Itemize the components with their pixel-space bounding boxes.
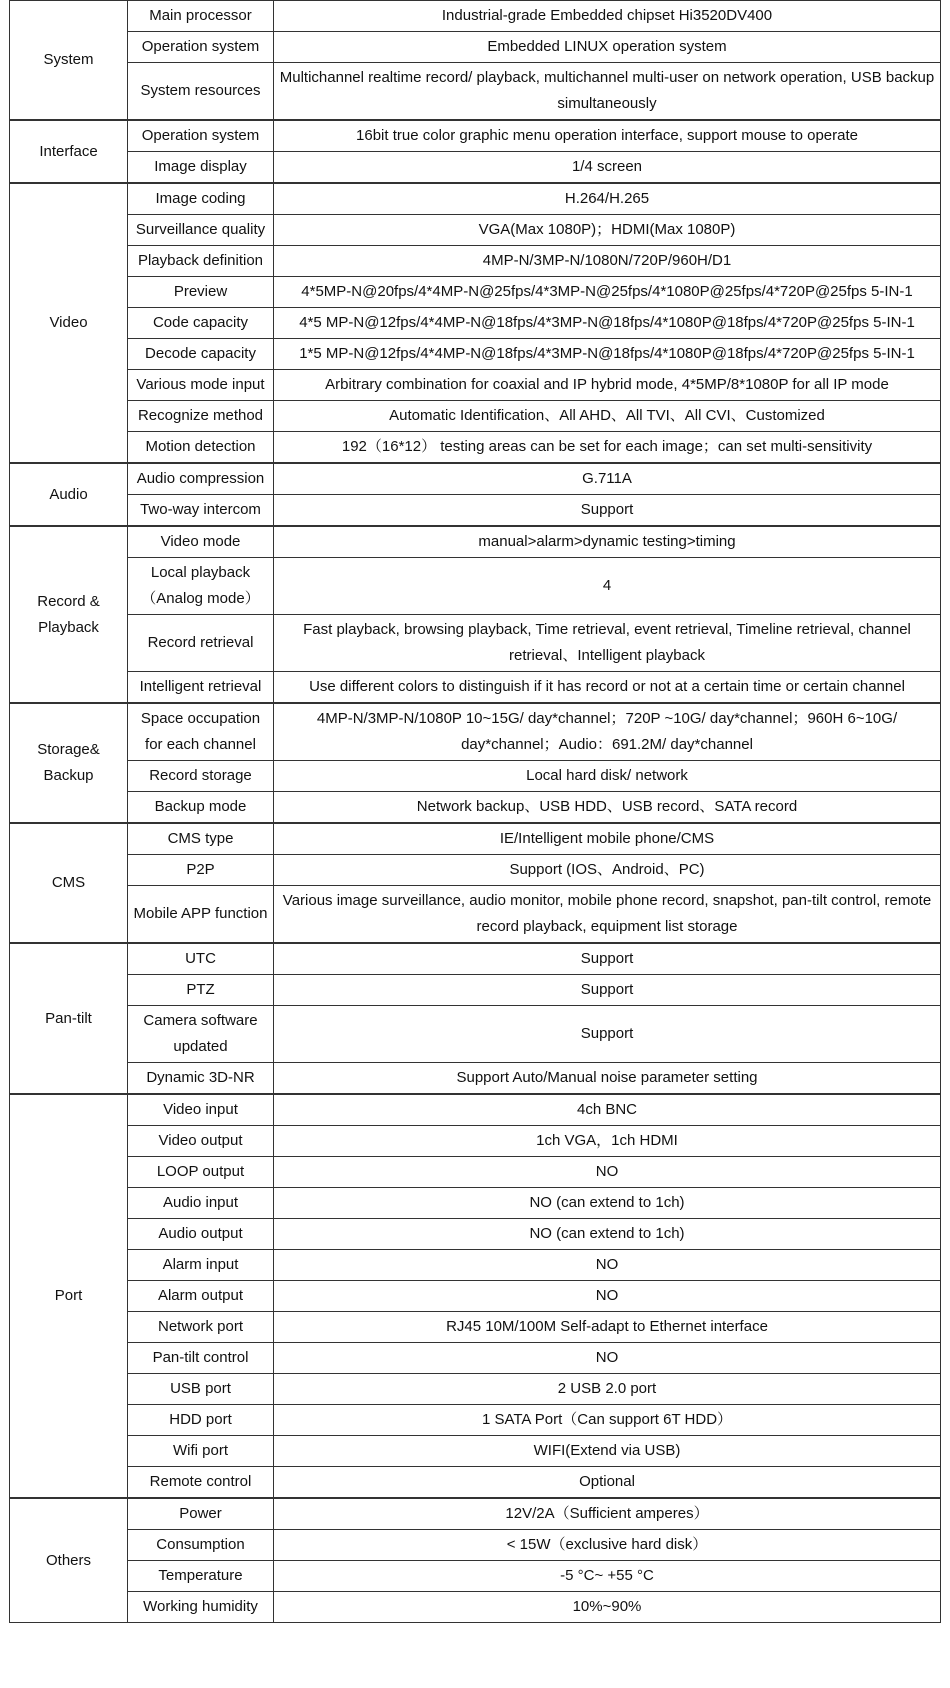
spec-row bbox=[10, 823, 941, 855]
group-label: Interface bbox=[10, 120, 128, 183]
spec-row bbox=[10, 432, 941, 464]
spec-label: Camera software updated bbox=[128, 1006, 274, 1063]
spec-row bbox=[10, 495, 941, 527]
spec-label: USB port bbox=[128, 1374, 274, 1405]
spec-label: Main processor bbox=[128, 1, 274, 32]
spec-value: Support bbox=[274, 1006, 941, 1063]
spec-row bbox=[10, 761, 941, 792]
group-label: Storage& Backup bbox=[10, 703, 128, 823]
spec-label: Various mode input bbox=[128, 370, 274, 401]
spec-row bbox=[10, 1094, 941, 1126]
spec-row bbox=[10, 1374, 941, 1405]
spec-row bbox=[10, 703, 941, 761]
spec-row bbox=[10, 401, 941, 432]
spec-value: 4*5 MP-N@12fps/4*4MP-N@18fps/4*3MP-N@18fps/4*1080P@18fps/4*720P@25fps 5-IN-1 bbox=[274, 308, 941, 339]
spec-sheet bbox=[9, 0, 940, 1623]
spec-row bbox=[10, 975, 941, 1006]
spec-label: Dynamic 3D-NR bbox=[128, 1063, 274, 1095]
spec-value: Arbitrary combination for coaxial and IP hybrid mode, 4*5MP/8*1080P for all IP mode bbox=[274, 370, 941, 401]
group-label: Audio bbox=[10, 463, 128, 526]
spec-value: -5 °C~ +55 °C bbox=[274, 1561, 941, 1592]
spec-row bbox=[10, 943, 941, 975]
spec-label: Wifi port bbox=[128, 1436, 274, 1467]
spec-value: 10%~90% bbox=[274, 1592, 941, 1623]
spec-value: Various image surveillance, audio monitor, mobile phone record, snapshot, pan-tilt control, remote record playback, equipment list storage bbox=[274, 886, 941, 944]
spec-value: RJ45 10M/100M Self-adapt to Ethernet interface bbox=[274, 1312, 941, 1343]
spec-row bbox=[10, 1343, 941, 1374]
spec-row bbox=[10, 672, 941, 704]
spec-row bbox=[10, 246, 941, 277]
group-label: Port bbox=[10, 1094, 128, 1498]
spec-label: Mobile APP function bbox=[128, 886, 274, 944]
spec-value: manual>alarm>dynamic testing>timing bbox=[274, 526, 941, 558]
spec-row bbox=[10, 63, 941, 121]
spec-row bbox=[10, 1281, 941, 1312]
spec-label: Pan-tilt control bbox=[128, 1343, 274, 1374]
spec-value: 1/4 screen bbox=[274, 152, 941, 184]
spec-row bbox=[10, 32, 941, 63]
spec-value: NO bbox=[274, 1343, 941, 1374]
spec-row bbox=[10, 792, 941, 824]
spec-row bbox=[10, 1063, 941, 1095]
spec-row bbox=[10, 886, 941, 944]
spec-label: Backup mode bbox=[128, 792, 274, 824]
spec-row bbox=[10, 855, 941, 886]
spec-label: Playback definition bbox=[128, 246, 274, 277]
spec-value: NO (can extend to 1ch) bbox=[274, 1188, 941, 1219]
spec-label: Video output bbox=[128, 1126, 274, 1157]
spec-label: Motion detection bbox=[128, 432, 274, 464]
spec-value: Optional bbox=[274, 1467, 941, 1499]
spec-label: Video mode bbox=[128, 526, 274, 558]
group-label: CMS bbox=[10, 823, 128, 943]
spec-value: G.711A bbox=[274, 463, 941, 495]
spec-value: Industrial-grade Embedded chipset Hi3520DV400 bbox=[274, 1, 941, 32]
spec-value: 4 bbox=[274, 558, 941, 615]
spec-value: Fast playback, browsing playback, Time retrieval, event retrieval, Timeline retrieval, channel retrieval、Intelligent playback bbox=[274, 615, 941, 672]
spec-label: Record storage bbox=[128, 761, 274, 792]
spec-label: Network port bbox=[128, 1312, 274, 1343]
spec-value: 12V/2A（Sufficient amperes） bbox=[274, 1498, 941, 1530]
spec-table bbox=[9, 0, 941, 1623]
spec-value: H.264/H.265 bbox=[274, 183, 941, 215]
spec-value: NO bbox=[274, 1250, 941, 1281]
spec-value: Support bbox=[274, 975, 941, 1006]
spec-value: NO bbox=[274, 1157, 941, 1188]
spec-value: Local hard disk/ network bbox=[274, 761, 941, 792]
spec-value: Multichannel realtime record/ playback, multichannel multi-user on network operation, USB backup simultaneously bbox=[274, 63, 941, 121]
spec-row bbox=[10, 1126, 941, 1157]
spec-label: HDD port bbox=[128, 1405, 274, 1436]
spec-label: Record retrieval bbox=[128, 615, 274, 672]
spec-row bbox=[10, 1219, 941, 1250]
spec-row bbox=[10, 463, 941, 495]
spec-label: Image display bbox=[128, 152, 274, 184]
spec-label: Operation system bbox=[128, 120, 274, 152]
spec-label: Video input bbox=[128, 1094, 274, 1126]
spec-value: Support bbox=[274, 943, 941, 975]
spec-value: 16bit true color graphic menu operation interface, support mouse to operate bbox=[274, 120, 941, 152]
spec-label: Image coding bbox=[128, 183, 274, 215]
spec-row bbox=[10, 183, 941, 215]
spec-row bbox=[10, 1312, 941, 1343]
spec-row bbox=[10, 1, 941, 32]
spec-value: 1 SATA Port（Can support 6T HDD） bbox=[274, 1405, 941, 1436]
spec-value: < 15W（exclusive hard disk） bbox=[274, 1530, 941, 1561]
spec-label: CMS type bbox=[128, 823, 274, 855]
spec-label: Local playback （Analog mode） bbox=[128, 558, 274, 615]
spec-table-body bbox=[10, 1, 941, 1623]
spec-label: Consumption bbox=[128, 1530, 274, 1561]
spec-row bbox=[10, 120, 941, 152]
spec-label: Surveillance quality bbox=[128, 215, 274, 246]
spec-value: 4MP-N/3MP-N/1080N/720P/960H/D1 bbox=[274, 246, 941, 277]
spec-row bbox=[10, 339, 941, 370]
spec-row bbox=[10, 1467, 941, 1499]
group-label: System bbox=[10, 1, 128, 121]
group-label: Record & Playback bbox=[10, 526, 128, 703]
spec-value: Embedded LINUX operation system bbox=[274, 32, 941, 63]
spec-value: 4*5MP-N@20fps/4*4MP-N@25fps/4*3MP-N@25fps/4*1080P@25fps/4*720P@25fps 5-IN-1 bbox=[274, 277, 941, 308]
spec-label: Preview bbox=[128, 277, 274, 308]
spec-row bbox=[10, 1561, 941, 1592]
spec-label: Alarm output bbox=[128, 1281, 274, 1312]
spec-label: Code capacity bbox=[128, 308, 274, 339]
spec-value: IE/Intelligent mobile phone/CMS bbox=[274, 823, 941, 855]
spec-label: LOOP output bbox=[128, 1157, 274, 1188]
group-label: Video bbox=[10, 183, 128, 463]
spec-label: System resources bbox=[128, 63, 274, 121]
spec-row bbox=[10, 615, 941, 672]
spec-label: Two-way intercom bbox=[128, 495, 274, 527]
spec-row bbox=[10, 1250, 941, 1281]
spec-label: Alarm input bbox=[128, 1250, 274, 1281]
spec-label: Operation system bbox=[128, 32, 274, 63]
spec-row bbox=[10, 1006, 941, 1063]
spec-row bbox=[10, 558, 941, 615]
spec-row bbox=[10, 308, 941, 339]
spec-value: Support bbox=[274, 495, 941, 527]
spec-row bbox=[10, 526, 941, 558]
spec-value: 192（16*12） testing areas can be set for each image；can set multi-sensitivity bbox=[274, 432, 941, 464]
spec-value: 4ch BNC bbox=[274, 1094, 941, 1126]
spec-row bbox=[10, 1530, 941, 1561]
spec-label: Audio input bbox=[128, 1188, 274, 1219]
spec-label: UTC bbox=[128, 943, 274, 975]
spec-row bbox=[10, 152, 941, 184]
spec-value: WIFI(Extend via USB) bbox=[274, 1436, 941, 1467]
spec-label: Audio compression bbox=[128, 463, 274, 495]
spec-label: Temperature bbox=[128, 1561, 274, 1592]
spec-row bbox=[10, 1592, 941, 1623]
spec-row bbox=[10, 370, 941, 401]
spec-label: Intelligent retrieval bbox=[128, 672, 274, 704]
group-label: Pan-tilt bbox=[10, 943, 128, 1094]
spec-value: Automatic Identification、All AHD、All TVI、All CVI、Customized bbox=[274, 401, 941, 432]
spec-value: Use different colors to distinguish if it has record or not at a certain time or certain channel bbox=[274, 672, 941, 704]
group-label: Others bbox=[10, 1498, 128, 1623]
spec-label: P2P bbox=[128, 855, 274, 886]
spec-row bbox=[10, 1188, 941, 1219]
spec-value: Support (IOS、Android、PC) bbox=[274, 855, 941, 886]
spec-value: 4MP-N/3MP-N/1080P 10~15G/ day*channel；720P ~10G/ day*channel；960H 6~10G/ day*channel；Audio：691.2M/ day*channel bbox=[274, 703, 941, 761]
spec-value: 2 USB 2.0 port bbox=[274, 1374, 941, 1405]
spec-label: Working humidity bbox=[128, 1592, 274, 1623]
spec-label: Audio output bbox=[128, 1219, 274, 1250]
spec-value: Network backup、USB HDD、USB record、SATA record bbox=[274, 792, 941, 824]
spec-row bbox=[10, 277, 941, 308]
spec-row bbox=[10, 1436, 941, 1467]
spec-row bbox=[10, 1405, 941, 1436]
spec-value: 1ch VGA，1ch HDMI bbox=[274, 1126, 941, 1157]
spec-label: Power bbox=[128, 1498, 274, 1530]
spec-row bbox=[10, 1498, 941, 1530]
spec-value: VGA(Max 1080P)；HDMI(Max 1080P) bbox=[274, 215, 941, 246]
spec-label: Recognize method bbox=[128, 401, 274, 432]
spec-label: Remote control bbox=[128, 1467, 274, 1499]
spec-value: NO bbox=[274, 1281, 941, 1312]
spec-row bbox=[10, 215, 941, 246]
spec-value: NO (can extend to 1ch) bbox=[274, 1219, 941, 1250]
spec-value: Support Auto/Manual noise parameter setting bbox=[274, 1063, 941, 1095]
spec-label: Decode capacity bbox=[128, 339, 274, 370]
spec-label: Space occupation for each channel bbox=[128, 703, 274, 761]
spec-value: 1*5 MP-N@12fps/4*4MP-N@18fps/4*3MP-N@18fps/4*1080P@18fps/4*720P@25fps 5-IN-1 bbox=[274, 339, 941, 370]
spec-label: PTZ bbox=[128, 975, 274, 1006]
spec-row bbox=[10, 1157, 941, 1188]
